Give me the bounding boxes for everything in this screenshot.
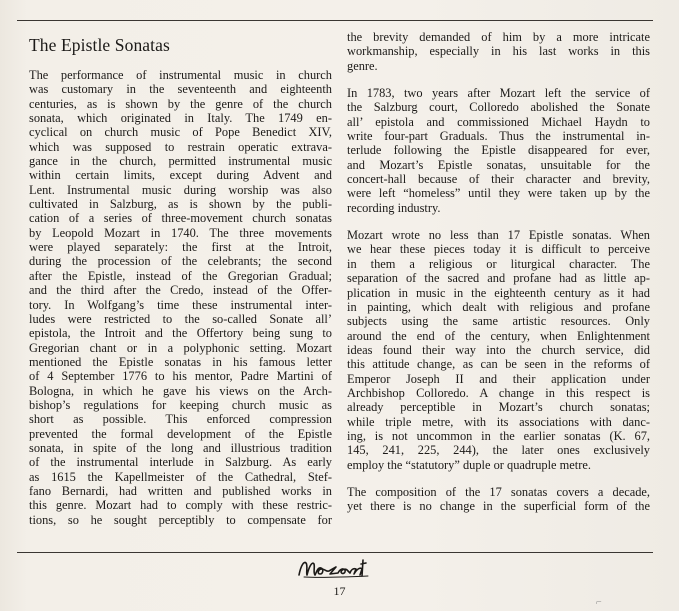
text-line: during the procession of the celebrants; the second bbox=[29, 254, 332, 269]
text-line: prevented the formal development of the Epistle bbox=[29, 426, 332, 441]
text-line: The performance of instrumental music in church bbox=[29, 68, 332, 82]
text-line: the Salzburg court, Colloredo abolished the Sonate bbox=[347, 100, 650, 115]
text-line: write four-part Graduals. Thus the instrumental in- bbox=[347, 129, 650, 144]
text-line: sonata, which originated in Italy. The 1749 en- bbox=[29, 111, 332, 126]
text-line: within certain limits, except during Advent and bbox=[29, 168, 332, 183]
page-title: The Epistle Sonatas bbox=[29, 35, 170, 55]
text-line: of the instrumental interlude in Salzburg. As early bbox=[29, 455, 332, 470]
text-line: Bologna, in which he gave his views on the Arch- bbox=[29, 383, 332, 398]
paragraph-gap bbox=[347, 73, 650, 86]
bottom-rule bbox=[17, 552, 653, 553]
text-line: workmanship, especially in his last works in this bbox=[347, 44, 650, 59]
paragraph-2 bbox=[347, 86, 650, 215]
text-line: all’ epistola and commissioned Michael Haydn to bbox=[347, 114, 650, 129]
text-line: by Leopold Mozart in 1740. The three movements bbox=[29, 225, 332, 240]
text-line: Gregorian chant or in a polyphonic setting. Mozart bbox=[29, 340, 332, 355]
text-line: was customary in the seventeenth and eighteenth bbox=[29, 82, 332, 97]
text-line: tions, so he sought perceptibly to compensate for bbox=[29, 512, 332, 527]
text-line: recording industry. bbox=[347, 200, 441, 215]
text-line: Archbishop Colloredo. A change in this respect is bbox=[347, 385, 650, 400]
paragraph-gap bbox=[347, 215, 650, 228]
text-line: this genre. Mozart had to comply with these restric- bbox=[29, 498, 332, 513]
text-line: epistola, the Introit and the Offertory being sung to bbox=[29, 326, 332, 341]
text-line: cultivated in Salzburg, as is shown by the publi- bbox=[29, 197, 332, 212]
text-line: fano Bernardi, had written and published works in bbox=[29, 483, 332, 498]
text-line: cyclical on church music of Pope Benedict XIV, bbox=[29, 125, 332, 140]
page-number: 17 bbox=[333, 584, 346, 598]
text-line: the brevity demanded of him by a more intricate bbox=[347, 30, 650, 44]
text-line: ing, is not uncommon in the earlier sonatas (K. 67, bbox=[347, 428, 650, 443]
text-line: around the end of the century, when Enlightenment bbox=[347, 328, 650, 343]
text-line: ideas found their way into the church service, did bbox=[347, 342, 650, 357]
text-line: after the Epistle, instead of the Gregorian Gradual; bbox=[29, 268, 332, 283]
text-line: terlude following the Epistle disappeared for ever, bbox=[347, 143, 650, 158]
text-line: subjects using the same artistic resources. Only bbox=[347, 314, 650, 329]
text-line: concert-hall because of their character and brevity, bbox=[347, 172, 650, 187]
text-line: Emperor Joseph II and their application under bbox=[347, 371, 650, 386]
corner-mark: ⌐ bbox=[596, 597, 602, 608]
text-line: and Mozart’s Epistle sonatas, unsuitable for the bbox=[347, 157, 650, 172]
text-line: yet there is no change in the superficial form of the bbox=[347, 499, 650, 514]
text-line: while triple metre, with its associations with danc- bbox=[347, 414, 650, 429]
left-paragraph bbox=[29, 68, 332, 527]
text-line: were played separately: the first at the Introit, bbox=[29, 240, 332, 255]
text-line: plication in music in the eighteenth century as it had bbox=[347, 285, 650, 300]
text-line: separation of the sacred and profane had as little ap- bbox=[347, 271, 650, 286]
text-line: The composition of the 17 sonatas covers a decade, bbox=[347, 484, 650, 499]
top-rule bbox=[17, 20, 653, 21]
text-line: centuries, as is shown by the genre of the church bbox=[29, 96, 332, 111]
text-line: gance in the church, permitted instrumental music bbox=[29, 154, 332, 169]
text-line: cation of a series of three-movement church sonatas bbox=[29, 211, 332, 226]
text-line: employ the “statutory” duple or quadruple metre. bbox=[347, 457, 591, 472]
text-line: and the third after the Credo, instead of the Offer- bbox=[29, 283, 332, 298]
text-line: sonata, in spite of the long and illustrious tradition bbox=[29, 440, 332, 455]
right-column bbox=[347, 30, 650, 514]
text-line: In 1783, two years after Mozart left the service of bbox=[347, 86, 650, 101]
text-line: this attitude change, as can be seen in the reforms of bbox=[347, 357, 650, 372]
text-line: were left “homeless” until they were taken up by the bbox=[347, 186, 650, 201]
paragraph-gap bbox=[347, 472, 650, 485]
text-line: which was supposed to restrain operatic extrava- bbox=[29, 139, 332, 154]
text-line: as 1615 the Kapellmeister of the Cathedral, Stef- bbox=[29, 469, 332, 484]
text-line: short as possible. This enforced compression bbox=[29, 412, 332, 427]
left-column bbox=[29, 30, 332, 527]
text-line: genre. bbox=[347, 58, 378, 73]
text-line: ludes were restricted to the so-called Sonate all’ bbox=[29, 311, 332, 326]
text-line: we hear these pieces today it is difficult to perceive bbox=[347, 242, 650, 257]
mozart-signature bbox=[296, 555, 376, 581]
paragraph-3 bbox=[347, 228, 650, 472]
paragraph-1 bbox=[347, 30, 650, 73]
text-line: bishop’s regulations for keeping church music as bbox=[29, 397, 332, 412]
text-line: in painting, which dealt with religious and profane bbox=[347, 299, 650, 314]
text-line: 145, 241, 225, 244), the later ones exclusively bbox=[347, 443, 650, 458]
text-line: Mozart wrote no less than 17 Epistle sonatas. When bbox=[347, 228, 650, 243]
paragraph-4 bbox=[347, 485, 650, 514]
text-line: of 4 September 1776 to his mentor, Padre Martini of bbox=[29, 369, 332, 384]
text-line: mentioned the Epistle sonatas in his famous letter bbox=[29, 354, 332, 369]
text-line: in them a religious or liturgical character. The bbox=[347, 256, 650, 271]
text-line: tory. In Wolfgang’s time these instrumental inter- bbox=[29, 297, 332, 312]
text-line: already perceptible in Mozart’s church sonatas; bbox=[347, 400, 650, 415]
text-line: Lent. Instrumental music during worship was also bbox=[29, 182, 332, 197]
